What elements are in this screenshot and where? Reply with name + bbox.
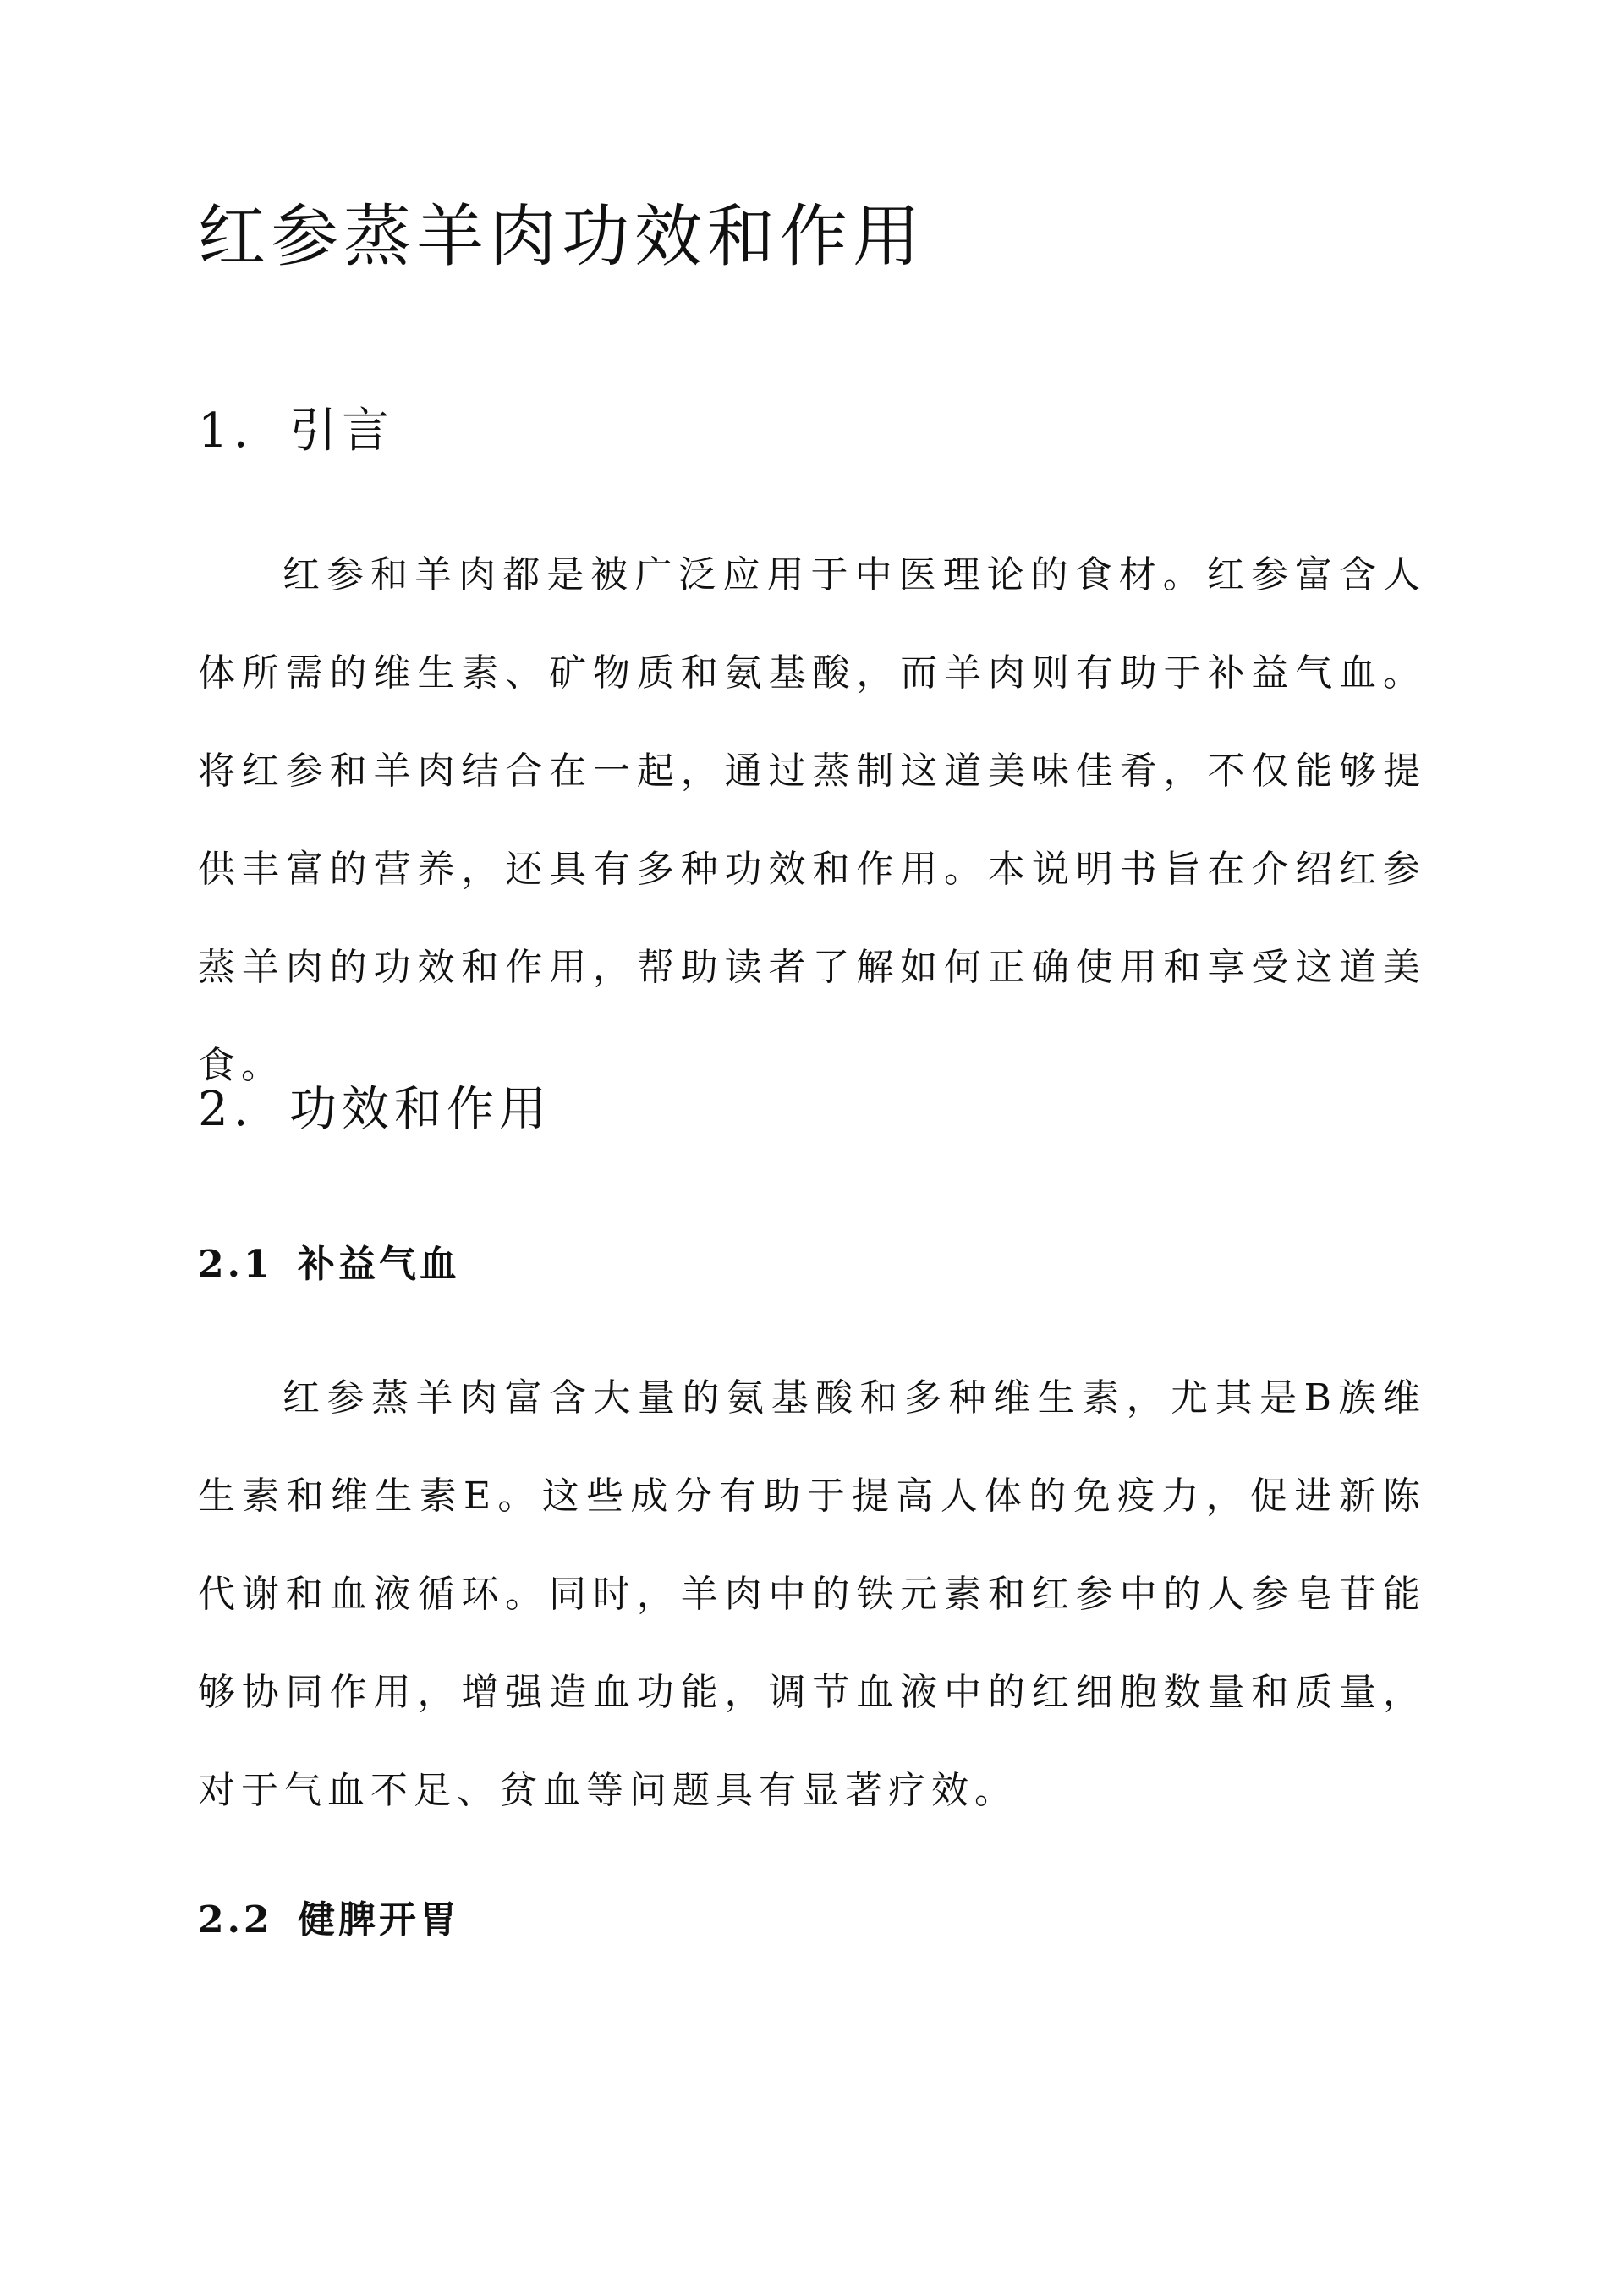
- section-paragraph: 红参和羊肉都是被广泛应用于中医理论的食材。红参富含人体所需的维生素、矿物质和氨基酸，而羊肉则有助于补益气血。将红参和羊肉结合在一起，通过蒸制这道美味佳肴，不仅能够提供丰富的营养，还具有多种功效和作用。本说明书旨在介绍红参蒸羊肉的功效和作用，帮助读者了解如何正确使用和享受这道美食。: [198, 553, 1426, 1087]
- section-number: 2.: [198, 1082, 254, 1137]
- subsection-number: 2.2: [198, 1898, 273, 1942]
- section-heading: [198, 398, 394, 465]
- document-title: 红参蒸羊肉功效和作用: [198, 197, 925, 276]
- subsection-title: 补益气血: [298, 1243, 460, 1286]
- section-title: 引言: [289, 404, 394, 459]
- section-heading: [198, 1076, 551, 1144]
- subsection-title: 健脾开胃: [298, 1898, 460, 1942]
- subsection-heading: [198, 1892, 460, 1948]
- section-number: 1.: [198, 404, 254, 459]
- subsection-number: 2.1: [198, 1243, 273, 1286]
- subsection-paragraph: 红参蒸羊肉富含大量的氨基酸和多种维生素，尤其是B族维生素和维生素E。这些成分有助于提高人体的免疫力，促进新陈代谢和血液循环。同时，羊肉中的铁元素和红参中的人参皂苷能够协同作用，增强造血功能，调节血液中的红细胞数量和质量，对于气血不足、贫血等问题具有显著疗效。: [198, 1376, 1426, 1812]
- section-title: 功效和作用: [289, 1082, 551, 1137]
- subsection-heading: [198, 1237, 460, 1293]
